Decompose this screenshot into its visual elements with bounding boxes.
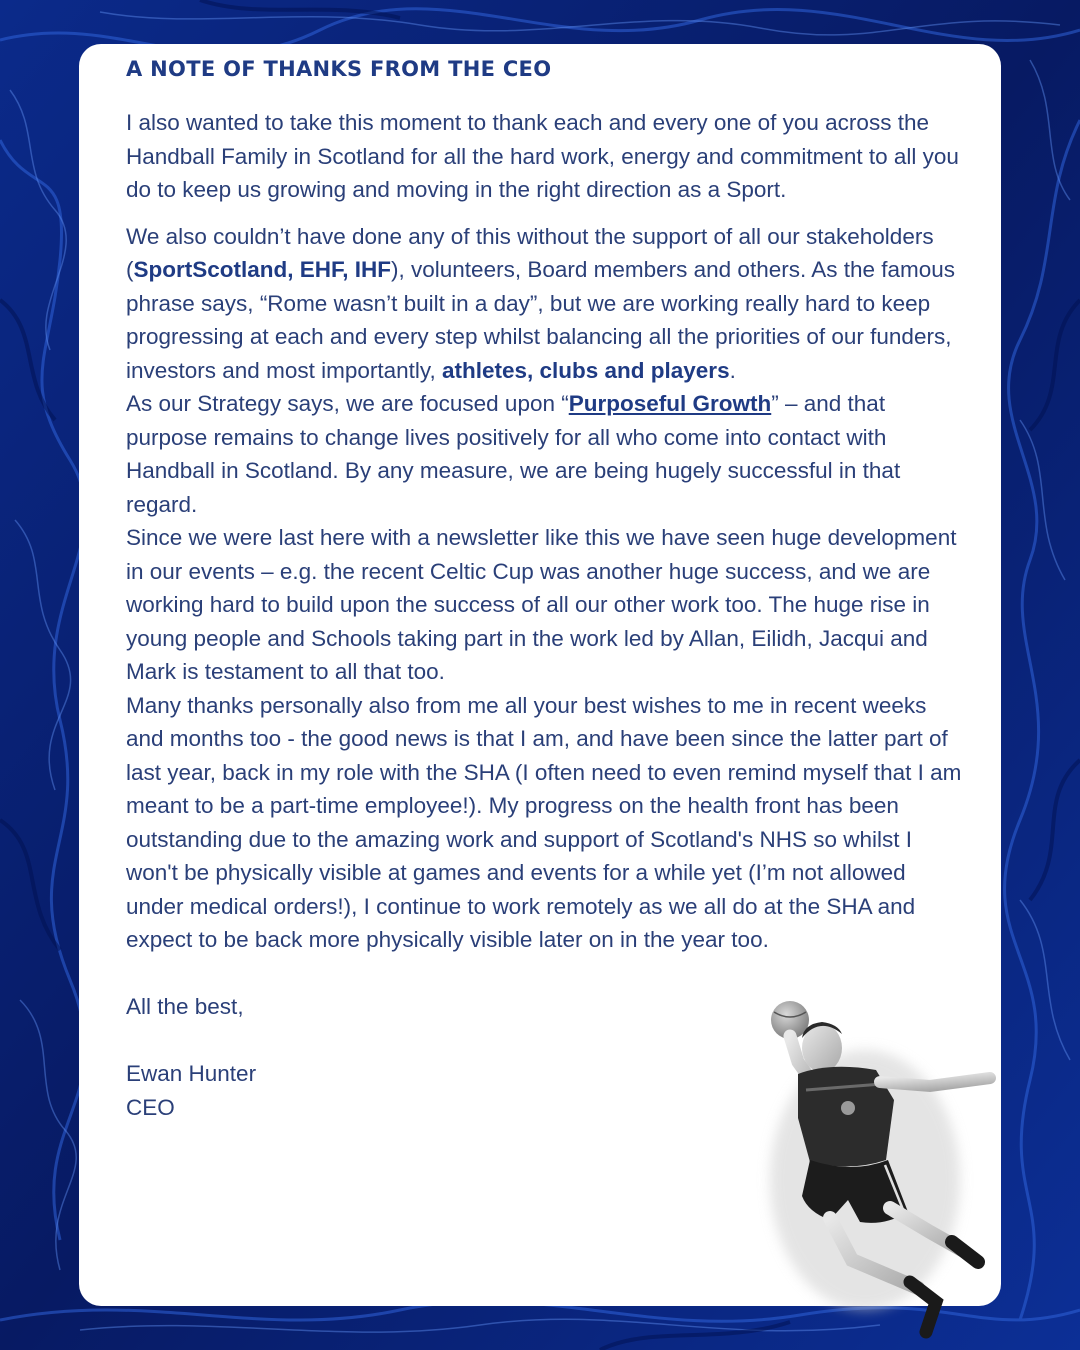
paragraph-events: Since we were last here with a newsletter like this we have seen huge development in our events – e.g. the recent Celtic Cup was another huge success, and we are working hard to build upon the success of all our other work too. The huge rise in young people and Schools taking part in the work led by Allan, Eilidh, Jacqui and Mark is testament to all that too. xyxy=(126,525,957,684)
signature-name: Ewan Hunter xyxy=(126,1061,257,1086)
athletes-bold: athletes, clubs and players xyxy=(441,357,730,383)
paragraph-thanks: I also wanted to take this moment to thank each and every one of you across the Handball Family in Scotland for all the hard work, energy and commitment to all you do to keep us growing and moving in the right direction as a Sport. xyxy=(126,110,959,202)
paragraph-stakeholders: We also couldn’t have done any of this without the support of all our stakeholders (SportScotland, EHF, IHF), volunteers, Board members and others. As the famous phrase says, “Rome wasn’t built in a day”, but we are working really hard to keep progressing at each and every step whilst balancing all the priorities of our funders, investors and most importantly, athletes, clubs and players. xyxy=(126,223,956,383)
stakeholders-bold: SportScotland, EHF, IHF xyxy=(133,257,392,282)
signature-title: CEO xyxy=(126,1094,175,1120)
handball-player-image xyxy=(680,950,1010,1350)
page-title: A NOTE OF THANKS FROM THE CEO xyxy=(126,57,552,81)
paragraph-strategy: As our Strategy says, we are focused upon “Purposeful Growth” – and that purpose remains to change lives positively for all who come into contact with Handball in Scotland. By any measure, we are being hugely successful in that regard. xyxy=(126,391,901,517)
paragraph-personal: Many thanks personally also from me all your best wishes to me in recent weeks and months too - the good news is that I am, and have been since the latter part of last year, back in my role with the SHA (I often need to even remind myself that I am meant to be a part-time employee!). My progress on the health front has been outstanding due to the amazing work and support of Scotland's NHS so whilst I won't be physically visible at games and events for a while yet (I’m not allowed under medical orders!), I continue to work remotely as we all do at the SHA and expect to be back more physically visible later on in the year too. xyxy=(126,692,962,952)
closing-line: All the best, xyxy=(126,994,244,1019)
purposeful-growth-link[interactable]: Purposeful Growth xyxy=(568,391,772,416)
